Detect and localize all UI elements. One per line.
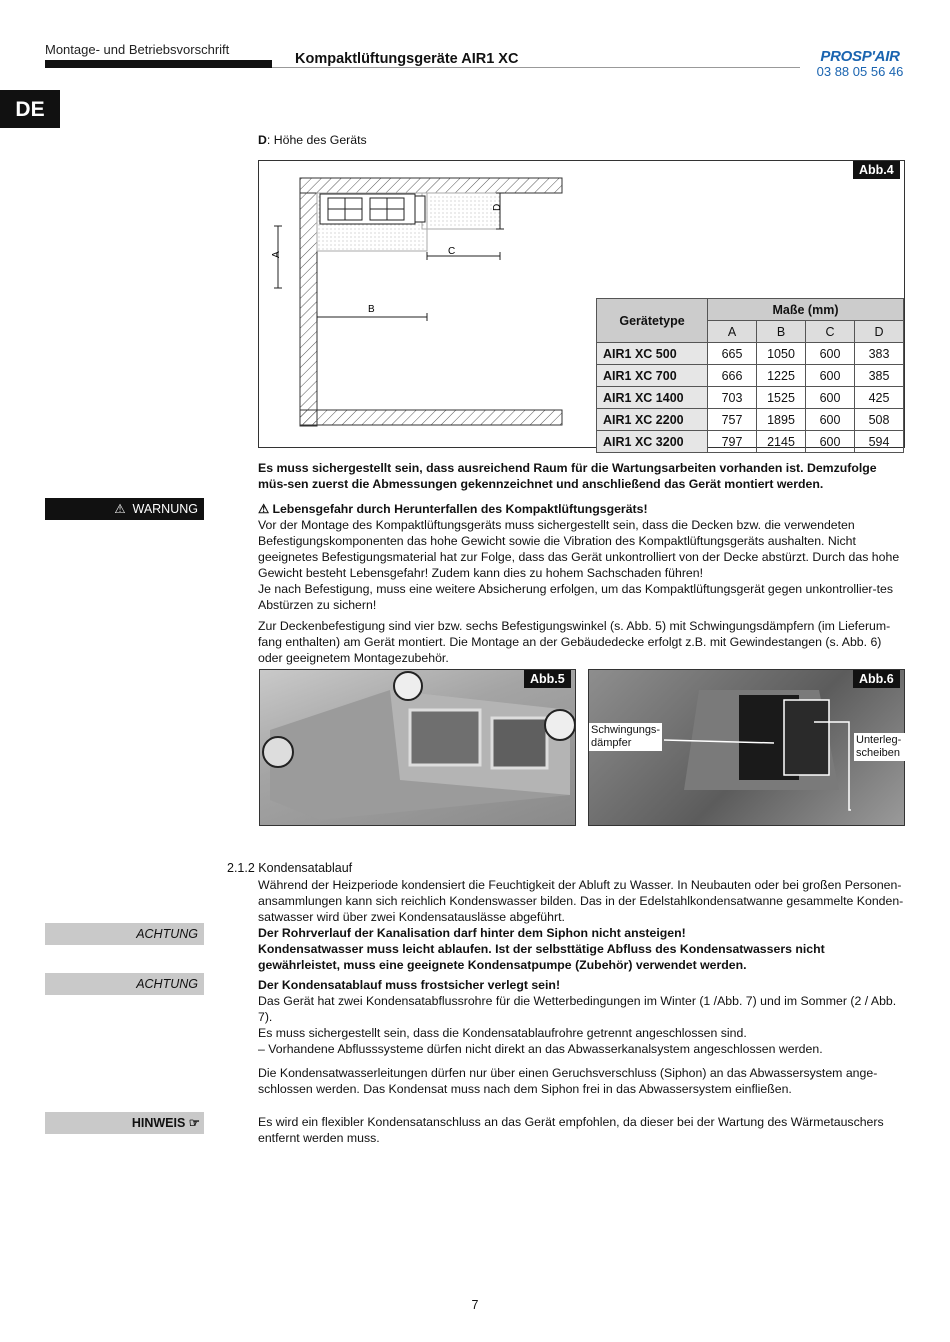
figure-4-label: Abb.4 (853, 161, 900, 179)
unit-photo-illustration (260, 670, 576, 826)
logo-phone: 03 88 05 56 46 (816, 64, 904, 79)
warning-triangle-icon: ⚠ (114, 502, 126, 516)
sub-header-d: D (855, 321, 904, 343)
warning-body: Vor der Montage des Kompaktlüftungsgeräts muss sichergestellt sein, dass die Decken bzw. die verwendeten Befestigungskomponenten das hohe Gewicht sowie die Vibration des Kompaktlüftungsgeräts aushalten. Nicht geeignetes Befestigungsmaterial hat zur Folge, dass das Gerät unkontrolliert von der Decke abstürzt. Durch das hohe Gewicht besteht Lebensgefahr! Zudem kann dies zu hohem Sachschaden führen! (258, 518, 900, 580)
wall (300, 193, 317, 426)
dim-label-b: B (368, 304, 375, 315)
hinweis-text: Es wird ein flexibler Kondensatanschluss an das Gerät empfohlen, da dieser bei der Wartung des Wärmetauschers entfernt werden muss. (258, 1115, 884, 1145)
space-note: Es muss sichergestellt sein, dass ausreichend Raum für die Wartungsarbeiten vorhanden ist. Demzufolge müs-sen zuerst die Abmessungen gekennzeichnet und anschließend das Gerät montiert werden. (258, 461, 877, 491)
header-rule (272, 67, 800, 68)
sub-header-a: A (708, 321, 757, 343)
hinweis-label: HINWEIS (131, 1116, 186, 1130)
figure-6-label: Abb.6 (853, 670, 900, 688)
section-number: 2.1.2 (227, 861, 255, 875)
figure-5-label: Abb.5 (524, 670, 571, 688)
floor (300, 410, 562, 425)
dimensions-table (596, 298, 904, 453)
d-letter: D (258, 133, 267, 147)
warning-icon: ⚠ (258, 502, 270, 516)
warning-heading: Lebensgefahr durch Herunterfallen des Kompaktlüftungsgeräts! (272, 502, 648, 516)
col-header-dims: Maße (mm) (708, 299, 904, 321)
achtung-2-line-1: Der Kondensatablauf muss frostsicher verlegt sein! (258, 978, 561, 992)
table-row: AIR1 XC 1400 703 1525 600 425 (597, 387, 904, 409)
dim-label-d: D (492, 203, 503, 211)
achtung-1-line-2: Kondensatwasser muss leicht ablaufen. Ist der selbsttätige Abfluss des Kondensatwassers nicht gewährleistet, muss eine geeignete Kondensatpumpe (Zubehör) verwendet werden. (258, 942, 825, 972)
installation-diagram (262, 168, 592, 440)
header-bar (45, 60, 272, 68)
figure-5-photo (259, 669, 576, 826)
ceiling-mount-text: Zur Deckenbefestigung sind vier bzw. sechs Befestigungswinkel (s. Abb. 5) mit Schwingungsdämpfern (im Lieferum-fang enthalten) am Gerät montiert. Die Montage an der Gebäudedecke erfolgt z.B. mit Gewindestangen (s. Abb. 6) oder geeignetem Montagezubehör. (258, 619, 891, 665)
section-heading (227, 861, 352, 875)
table-row: AIR1 XC 700 666 1225 600 385 (597, 365, 904, 387)
col-header-type: Gerätetype (597, 299, 708, 343)
dimension-d-caption (258, 132, 905, 148)
document-type-label: Montage- und Betriebsvorschrift (45, 42, 230, 57)
company-logo (810, 48, 910, 79)
section-para-1: Während der Heizperiode kondensiert die Feuchtigkeit der Abluft zu Wasser. In Neubauten oder bei großen Personen-ansammlungen kann sich reichlich Kondenswasser bilden. Das in der Edelstahlkondensatwanne gesammelte Konden-satwasser wird über zwei Kondensatauslässe abgeführt. (258, 878, 904, 924)
logo-name: PROSP'AIR (820, 48, 900, 65)
warning-body-2: Je nach Befestigung, muss eine weitere Absicherung erfolgen, um das Kompaktlüftungsgerät gegen unkontrollier-tes Abstürzen zu sichern! (258, 582, 894, 612)
section-para-5: Die Kondensatwasserleitungen dürfen nur über einen Geruchsverschluss (Siphon) an das Abwassersystem ange-schlossen werden. Das Kondensat muss nach dem Siphon frei in das Abwassersystem einfließen. (258, 1066, 878, 1096)
pointing-hand-icon: ☞ (188, 1116, 200, 1130)
d-text: : Höhe des Geräts (266, 133, 367, 147)
sub-header-c: C (806, 321, 855, 343)
page-number: 7 (471, 1298, 479, 1312)
achtung-badge-2: ACHTUNG (45, 973, 204, 995)
warning-block (258, 501, 905, 613)
sub-header-b: B (757, 321, 806, 343)
ceiling (300, 178, 562, 193)
section-para-4: – Vorhandene Abflusssysteme dürfen nicht direkt an das Abwasserkanalsystem angeschlossen werden. (258, 1042, 823, 1056)
damper-callout: Schwingungs-dämpfer (591, 724, 661, 749)
washer-callout: Unterleg-scheiben (854, 733, 906, 761)
table-row: AIR1 XC 3200 797 2145 600 594 (597, 431, 904, 453)
section-para-3: Es muss sichergestellt sein, dass die Kondensatablaufrohre getrennt angeschlossen sind. (258, 1026, 747, 1040)
table-row: AIR1 XC 500 665 1050 600 383 (597, 343, 904, 365)
ventilation-unit (320, 194, 425, 224)
warning-badge (45, 498, 204, 520)
achtung-badge-1: ACHTUNG (45, 923, 204, 945)
warning-label: WARNUNG (132, 502, 198, 516)
dim-label-c: C (448, 246, 456, 257)
section-title: Kondensatablauf (258, 861, 353, 875)
language-tab: DE (0, 90, 60, 128)
achtung-1-line-1: Der Rohrverlauf der Kanalisation darf hinter dem Siphon nicht ansteigen! (258, 926, 686, 940)
hinweis-badge (45, 1112, 204, 1134)
table-row: AIR1 XC 2200 757 1895 600 508 (597, 409, 904, 431)
section-para-2: Das Gerät hat zwei Kondensatabflussrohre für die Wetterbedingungen im Winter (1 /Abb. 7) und im Sommer (2 / Abb. 7). (258, 994, 897, 1024)
page-title: Kompaktlüftungsgeräte AIR1 XC (295, 51, 519, 67)
dim-label-a: A (271, 251, 282, 258)
